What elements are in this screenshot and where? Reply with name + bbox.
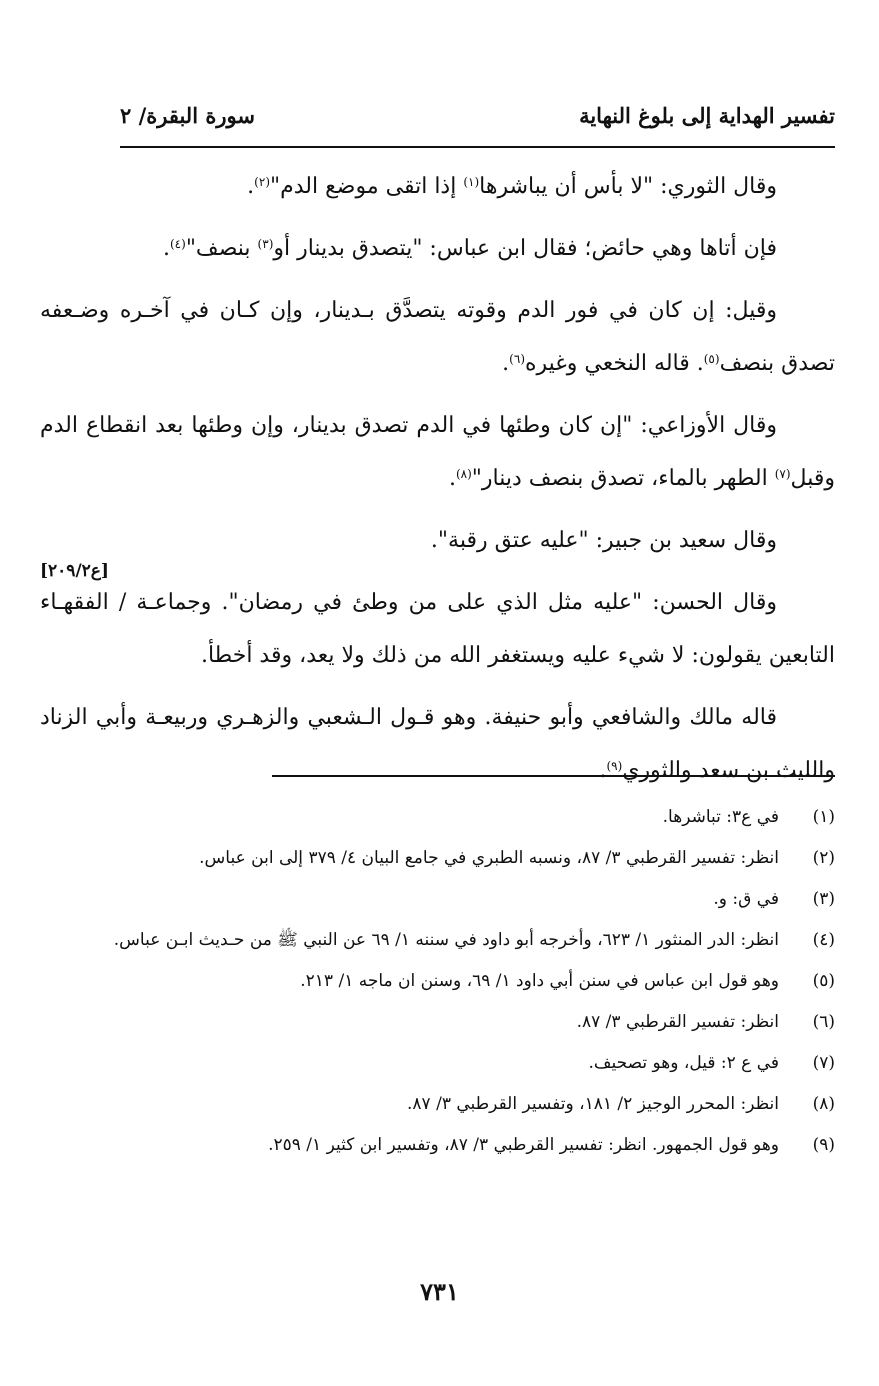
footnote-marker: (٥) — [703, 352, 720, 366]
running-title: تفسير الهداية إلى بلوغ النهاية — [579, 103, 835, 128]
footnote-number: (٥) — [812, 971, 835, 991]
footnote-divider — [272, 775, 835, 777]
footnote-marker: (٦) — [509, 352, 525, 366]
footnote-marker: (٢) — [254, 175, 270, 189]
footnote — [40, 962, 835, 1000]
footnote-text: في ع ٢: قيل، وهو تصحيف. — [588, 1053, 779, 1073]
main-text — [40, 160, 835, 806]
footnote-number: (٧) — [812, 1053, 835, 1073]
footnote — [40, 1126, 835, 1164]
footnotes — [40, 798, 835, 1167]
footnote-number: (٩) — [812, 1135, 835, 1155]
manuscript-folio-note: [ع٢٠٩/٢] — [40, 561, 109, 581]
footnote — [40, 1003, 835, 1041]
surah-header: سورة البقرة/ ٢ — [120, 103, 255, 128]
footnote-text: انظر: تفسير القرطبي ٣/ ٨٧. — [576, 1012, 779, 1032]
paragraph: وقيل: إن كان في فور الدم وقوته يتصدَّق بـدينار، وإن كـان في آخـره وضـعفه تصدق بنصف$^{(٥)}$. قاله النخعي وغيره$^{(٦)}$. — [40, 298, 835, 376]
paragraph: وقال الأوزاعي: "إن كان وطئها في الدم تصدق بدينار، وإن وطئها بعد انقطاع الدم وقبل$^{(٧)}$ الطهر بالماء، تصدق بنصف دينار"$^{(٨)}$. — [40, 413, 835, 491]
footnote-number: (١) — [812, 807, 835, 827]
footnote-marker: (١) — [463, 175, 480, 189]
paragraph: قاله مالك والشافعي وأبو حنيفة. وهو قـول الـشعبي والزهـري وربيعـة وأبي الزناد والليث بن سعد والثوري$^{(٩)}$. — [40, 705, 835, 783]
footnote-text: وهو قول الجمهور. انظر: تفسير القرطبي ٣/ ٨٧، وتفسير ابن كثير ١/ ٢٥٩. — [268, 1135, 779, 1155]
paragraph: وقال الثوري: "لا بأس أن يباشرها$^{(١)}$ إذا اتقى موضع الدم"$^{(٢)}$. — [247, 174, 777, 199]
footnote — [40, 798, 835, 836]
footnote-text: في ع٣: تباشرها. — [662, 807, 779, 827]
footnote-marker: (٣) — [257, 237, 274, 251]
footnote-marker: (٩) — [606, 759, 623, 773]
paragraph: فإن أتاها وهي حائض؛ فقال ابن عباس: "يتصدق بدينار أو$^{(٣)}$ بنصف"$^{(٤)}$. — [162, 236, 777, 261]
paragraph: وقال الحسن: "عليه مثل الذي على من وطئ في رمضان". وجماعـة / الفقهـاء التابعين يقولون: لا شيء عليه ويستغفر الله من ذلك ولا يعد، وقد أخطأ. — [40, 590, 835, 668]
footnote-text: وهو قول ابن عباس في سنن أبي داود ١/ ٦٩، وسنن ان ماجه ١/ ٢١٣. — [300, 971, 779, 991]
footnote — [40, 1044, 835, 1082]
footnote-marker: (٧) — [774, 467, 791, 481]
footnote-text: في ق: و. — [713, 889, 779, 909]
footnote-number: (٤) — [812, 930, 835, 950]
footnote-marker: (٤) — [169, 237, 186, 251]
footnote-text: انظر: تفسير القرطبي ٣/ ٨٧، ونسبه الطبري في جامع البيان ٤/ ٣٧٩ إلى ابن عباس. — [199, 848, 779, 868]
footnote-number: (٨) — [812, 1094, 835, 1114]
footnote-number: (٦) — [812, 1012, 835, 1032]
footnote-number: (٣) — [812, 889, 835, 909]
footnote-number: (٢) — [812, 848, 835, 868]
page-number: ٧٣١ — [420, 1277, 459, 1306]
footnote — [40, 921, 835, 959]
footnote-marker: (٨) — [455, 467, 472, 481]
footnote — [40, 839, 835, 877]
footnote — [40, 1085, 835, 1123]
paragraph: وقال سعيد بن جبير: "عليه عتق رقبة". — [430, 528, 777, 553]
footnote-text: انظر: المحرر الوجيز ٢/ ١٨١، وتفسير القرطبي ٣/ ٨٧. — [407, 1094, 779, 1114]
header-divider — [120, 146, 835, 148]
footnote-text: انظر: الدر المنثور ١/ ٦٢٣، وأخرجه أبو داود في سننه ١/ ٦٩ عن النبي ﷺ من حـديث ابـن عباس. — [113, 930, 779, 950]
footnote — [40, 880, 835, 918]
